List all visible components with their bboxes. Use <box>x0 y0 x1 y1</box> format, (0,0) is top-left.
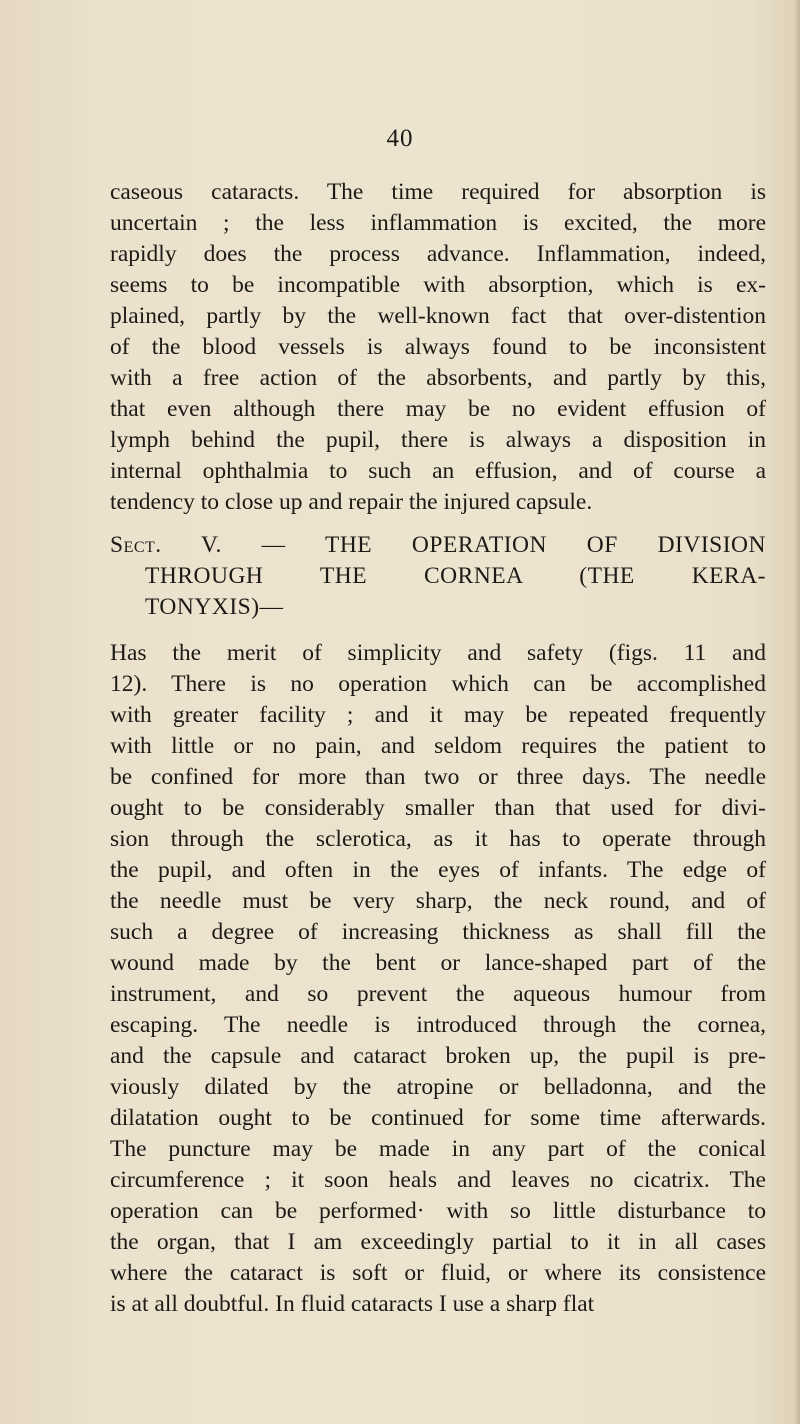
text-line: be confined for more than two or three days. The needle <box>110 764 766 790</box>
text-line: caseous cataracts. The time required for absorption is <box>110 179 766 205</box>
page-number: 40 <box>386 125 414 152</box>
text-line: internal ophthalmia to such an effusion, and of course a <box>110 458 766 484</box>
text-line: of the blood vessels is always found to be inconsistent <box>110 334 766 360</box>
text-line: escaping. The needle is introduced through the cornea, <box>110 1012 766 1038</box>
text-line: where the cataract is soft or fluid, or where its consistence <box>110 1260 766 1286</box>
text-line: uncertain ; the less inflammation is excited, the more <box>110 210 766 236</box>
text-line: such a degree of increasing thickness as shall fill the <box>110 919 766 945</box>
text-line: lymph behind the pupil, there is always a disposition in <box>110 427 766 453</box>
text-line: Has the merit of simplicity and safety (figs. 11 and <box>110 640 766 666</box>
section-heading-line-3: TONYXIS)— <box>145 594 284 620</box>
text-line: is at all doubtful. In fluid cataracts I use a sharp flat <box>110 1291 595 1317</box>
text-line: tendency to close up and repair the injured capsule. <box>110 489 593 515</box>
text-line: circumference ; it soon heals and leaves no cicatrix. The <box>110 1167 766 1193</box>
text-line: sion through the sclerotica, as it has to operate through <box>110 826 766 852</box>
text-line: the organ, that I am exceedingly partial to it in all cases <box>110 1229 766 1255</box>
text-line: with little or no pain, and seldom requires the patient to <box>110 733 766 759</box>
text-line: the needle must be very sharp, the neck round, and of <box>110 888 766 914</box>
text-line: wound made by the bent or lance-shaped part of the <box>110 950 766 976</box>
section-heading-line-2: THROUGH THE CORNEA (THE KERA- <box>145 563 766 589</box>
text-line: with greater facility ; and it may be repeated frequently <box>110 702 766 728</box>
section-heading-line-1 <box>110 530 766 561</box>
section-title-part: — THE OPERATION OF DIVISION <box>261 532 767 558</box>
text-line: instrument, and so prevent the aqueous humour from <box>110 981 766 1007</box>
text-line: dilatation ought to be continued for some time afterwards. <box>110 1105 766 1131</box>
page-edge-shadow <box>794 0 800 1424</box>
text-line: rapidly does the process advance. Inflammation, indeed, <box>110 241 766 267</box>
section-label: Sect. V. <box>110 532 222 558</box>
text-line: 12). There is no operation which can be accomplished <box>110 671 766 697</box>
text-line: The puncture may be made in any part of the conical <box>110 1136 766 1162</box>
text-line: seems to be incompatible with absorption, which is ex- <box>110 272 766 298</box>
text-line: that even although there may be no evident effusion of <box>110 396 766 422</box>
text-line: and the capsule and cataract broken up, the pupil is pre- <box>110 1043 766 1069</box>
text-line: operation can be performed· with so little disturbance to <box>110 1198 766 1224</box>
text-line: plained, partly by the well-known fact that over-distention <box>110 303 766 329</box>
text-line: viously dilated by the atropine or belladonna, and the <box>110 1074 766 1100</box>
text-line: with a free action of the absorbents, and partly by this, <box>110 365 766 391</box>
text-line: the pupil, and often in the eyes of infants. The edge of <box>110 857 766 883</box>
text-line: ought to be considerably smaller than that used for divi- <box>110 795 766 821</box>
